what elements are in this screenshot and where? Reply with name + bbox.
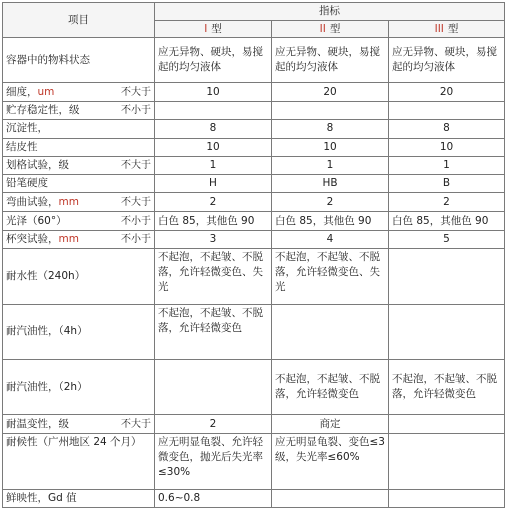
cell-value: 应无异物、硬块，易搅起的均匀液体: [389, 38, 505, 83]
cell-value: 10: [272, 138, 389, 156]
cell-value: [155, 360, 272, 415]
cell-value: 2: [155, 415, 272, 434]
cell-value: 8: [272, 119, 389, 138]
cell-value: 白色 85，其他色 90: [272, 212, 389, 231]
cell-value: 不起泡，不起皱、不脱落，允许轻微变色: [155, 304, 272, 359]
row-label: 耐温变性，级 不大于: [3, 415, 155, 434]
cell-value: 不起泡，不起皱、不脱落，允许轻微变色、失光: [272, 249, 389, 304]
table-row: [3, 101, 505, 119]
row-label: 耐汽油性，（4h）: [3, 304, 155, 359]
cell-value: 商定: [272, 415, 389, 434]
cell-value: 10: [389, 138, 505, 156]
cell-value: [389, 249, 505, 304]
cell-value: 1: [155, 156, 272, 174]
table-row: [3, 434, 505, 489]
header-type-1: I 型: [155, 21, 272, 38]
row-label: 光泽（60°） 不小于: [3, 212, 155, 231]
table-row: [3, 83, 505, 101]
cell-value: 0.6~0.8: [155, 489, 272, 507]
cell-value: [389, 434, 505, 489]
cell-value: 2: [389, 193, 505, 212]
cell-value: [389, 304, 505, 359]
table-row: [3, 156, 505, 174]
row-label: 沉淀性，: [3, 119, 155, 138]
cell-value: 应无异物、硬块，易搅起的均匀液体: [155, 38, 272, 83]
header-indicator: 指标: [155, 3, 505, 21]
cell-value: 1: [389, 156, 505, 174]
cell-value: 不起泡，不起皱、不脱落，允许轻微变色: [389, 360, 505, 415]
row-label: 弯曲试验，mm 不大于: [3, 193, 155, 212]
cell-value: 20: [389, 83, 505, 101]
cell-value: 8: [389, 119, 505, 138]
table-row: [3, 174, 505, 192]
cell-value: 4: [272, 231, 389, 249]
table-row: [3, 249, 505, 304]
cell-value: [389, 101, 505, 119]
cell-value: [389, 489, 505, 507]
header-type-3: III 型: [389, 21, 505, 38]
cell-value: 白色 85，其他色 90: [389, 212, 505, 231]
header-item: 项目: [3, 3, 155, 38]
row-label: 细度，um 不大于: [3, 83, 155, 101]
cell-value: [272, 489, 389, 507]
row-label: 结皮性: [3, 138, 155, 156]
row-label: 铅笔硬度: [3, 174, 155, 192]
row-label: 耐候性（广州地区 24 个月）: [3, 434, 155, 489]
cell-value: [272, 304, 389, 359]
table-row: [3, 304, 505, 359]
table-row: [3, 193, 505, 212]
cell-value: 10: [155, 83, 272, 101]
row-label: 耐汽油性，（2h）: [3, 360, 155, 415]
header-row: [3, 3, 505, 21]
cell-value: 2: [272, 193, 389, 212]
cell-value: 8: [155, 119, 272, 138]
cell-value: 应无异物、硬块，易搅起的均匀液体: [272, 38, 389, 83]
cell-value: [155, 101, 272, 119]
cell-value: 10: [155, 138, 272, 156]
row-label: 耐水性（240h）: [3, 249, 155, 304]
table-row: [3, 415, 505, 434]
table-row: [3, 212, 505, 231]
spec-table: [2, 2, 505, 508]
cell-value: 5: [389, 231, 505, 249]
cell-value: 白色 85，其他色 90: [155, 212, 272, 231]
cell-value: H: [155, 174, 272, 192]
table-row: [3, 138, 505, 156]
header-type-2: II 型: [272, 21, 389, 38]
row-label: 贮存稳定性，级 不小于: [3, 101, 155, 119]
cell-value: HB: [272, 174, 389, 192]
table-row: [3, 231, 505, 249]
cell-value: 2: [155, 193, 272, 212]
cell-value: 应无明显龟裂、允许轻微变色，抛光后失光率≤30%: [155, 434, 272, 489]
cell-value: 1: [272, 156, 389, 174]
table-row: [3, 360, 505, 415]
cell-value: 不起泡，不起皱、不脱落，允许轻微变色: [272, 360, 389, 415]
row-label: 鲜映性，Gd 值: [3, 489, 155, 507]
cell-value: 应无明显龟裂、变色≤3 级，失光率≤60%: [272, 434, 389, 489]
cell-value: 3: [155, 231, 272, 249]
row-label: 容器中的物料状态: [3, 38, 155, 83]
table-row: [3, 38, 505, 83]
row-label: 杯突试验，mm 不小于: [3, 231, 155, 249]
cell-value: 不起泡，不起皱、不脱落，允许轻微变色、失光: [155, 249, 272, 304]
table-row: [3, 489, 505, 507]
row-label: 划格试验，级 不大于: [3, 156, 155, 174]
table-row: [3, 119, 505, 138]
cell-value: B: [389, 174, 505, 192]
cell-value: [272, 101, 389, 119]
cell-value: 20: [272, 83, 389, 101]
cell-value: [389, 415, 505, 434]
